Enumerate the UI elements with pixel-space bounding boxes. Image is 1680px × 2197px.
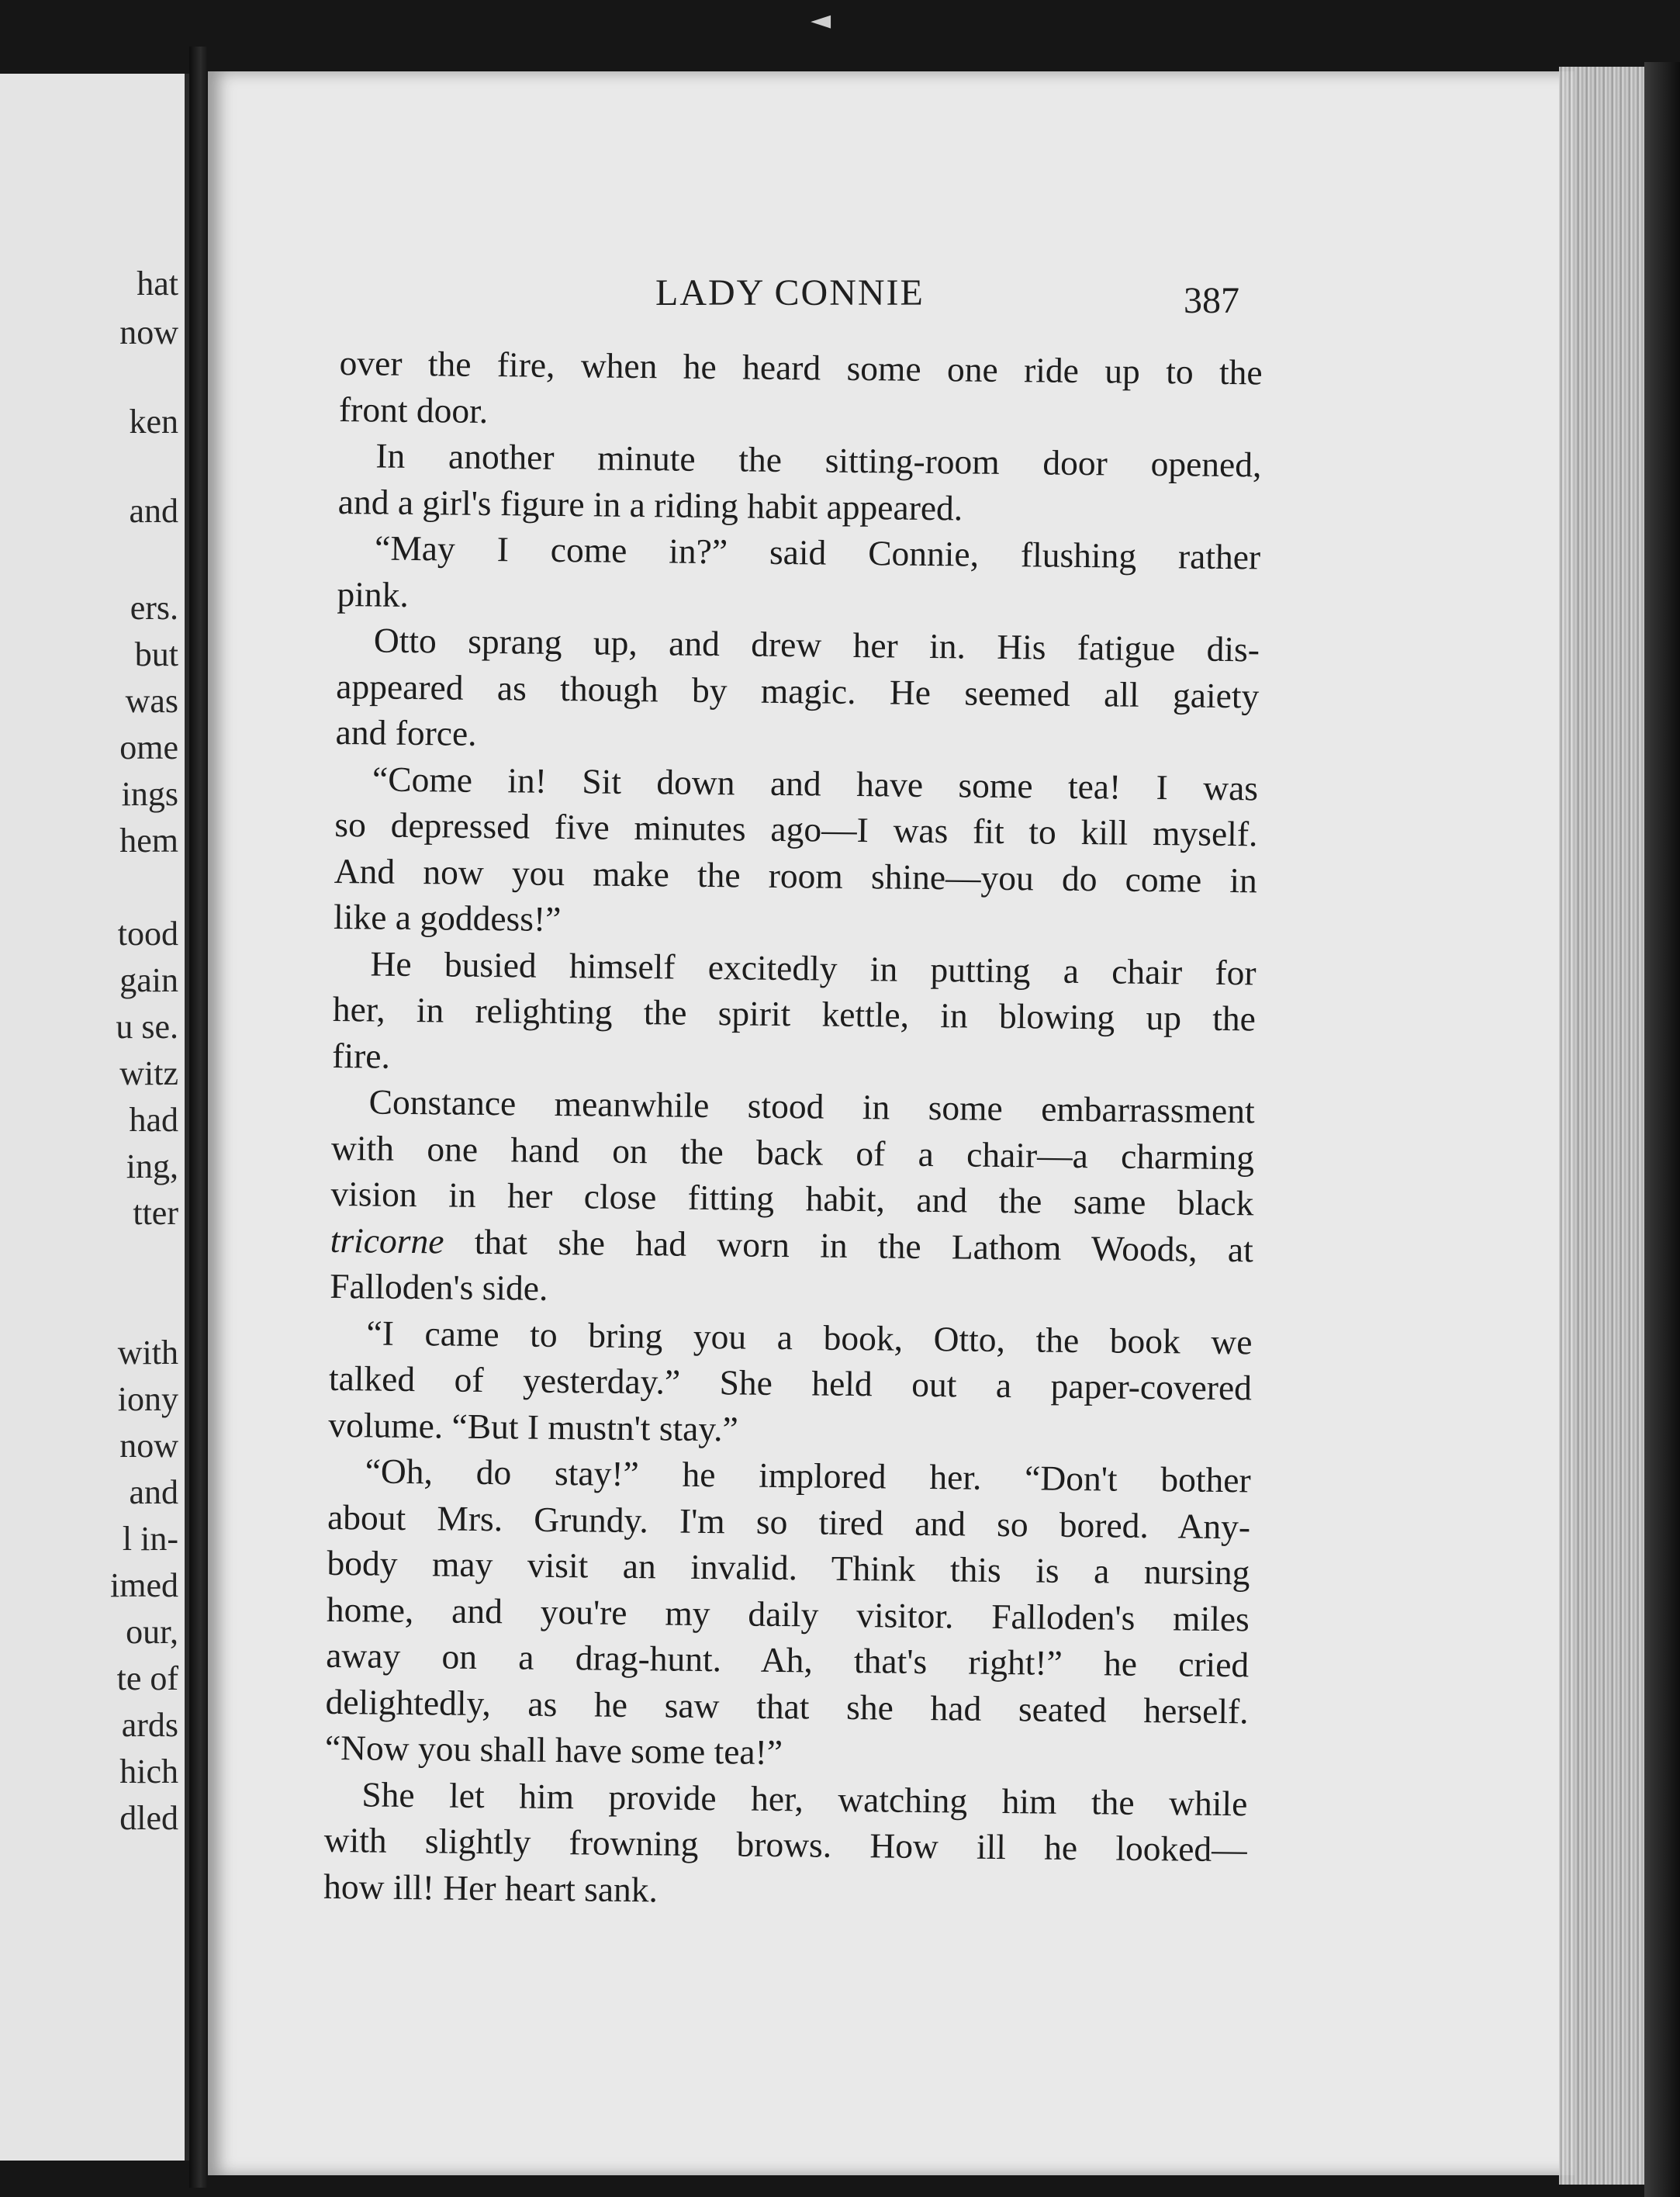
- text-line: talked of yesterday.” She held out a paper-covered: [328, 1358, 1253, 1408]
- text-line: with slightly frowning brows. How ill he looked—: [323, 1819, 1247, 1870]
- running-head: LADY CONNIE: [655, 272, 925, 313]
- left-page-line-fragment: ings: [121, 775, 178, 813]
- left-page-line-fragment: and: [129, 492, 178, 530]
- left-page-line-fragment: our,: [126, 1613, 178, 1651]
- text-line: like a goddess!”: [333, 896, 562, 939]
- left-page-line-fragment: tter: [133, 1194, 178, 1232]
- text-line: “Now you shall have some tea!”: [324, 1727, 783, 1773]
- left-page-line-fragment: dled: [119, 1799, 178, 1837]
- page-number: 387: [1184, 280, 1239, 321]
- left-page-line-fragment: u se.: [116, 1008, 178, 1046]
- left-page-line-fragment: now: [119, 313, 178, 351]
- left-page-line-fragment: hem: [119, 822, 178, 860]
- text-line: her, in relighting the spirit kettle, in blowing up the: [332, 988, 1257, 1039]
- text-line: He busied himself excitedly in putting a chair for: [370, 943, 1257, 992]
- left-page-line-fragment: but: [134, 635, 178, 673]
- book-gutter: [189, 47, 208, 2188]
- italic-word: tricorne: [330, 1220, 444, 1261]
- left-page-line-fragment: imed: [110, 1566, 178, 1604]
- text-line: and a girl's figure in a riding habit appeared.: [337, 481, 963, 528]
- text-line: vision in her close fitting habit, and the same black: [330, 1173, 1254, 1223]
- left-page-line-fragment: witz: [119, 1054, 178, 1092]
- text-line-rest: that she had worn in the Lathom Woods, at: [444, 1220, 1254, 1269]
- text-line: volume. “But I mustn't stay.”: [328, 1404, 739, 1448]
- text-line: Otto sprang up, and drew her in. His fatigue dis-: [373, 620, 1260, 669]
- text-line: “Come in! Sit down and have some tea! I was: [372, 758, 1259, 808]
- text-line: “Oh, do stay!” he implored her. “Don't bother: [365, 1451, 1251, 1500]
- left-page-line-fragment: ards: [121, 1706, 178, 1744]
- text-line: home, and you're my daily visitor. Falloden's miles: [326, 1589, 1250, 1638]
- text-line: She let him provide her, watching him the while: [361, 1773, 1248, 1823]
- scan-mark: ◄: [811, 5, 831, 36]
- left-page-line-fragment: ken: [129, 403, 178, 441]
- text-line: And now you make the room shine—you do come in: [334, 850, 1258, 900]
- text-line: “May I come in?” said Connie, flushing rather: [374, 528, 1261, 577]
- text-line: “I came to bring you a book, Otto, the book we: [366, 1312, 1253, 1361]
- left-page-line-fragment: te of: [116, 1659, 178, 1697]
- text-line: how ill! Her heart sank.: [323, 1866, 659, 1909]
- text-line: away on a drag-hunt. Ah, that's right!” he cried: [325, 1635, 1250, 1685]
- left-page-fragment: [0, 74, 189, 2161]
- text-line: so depressed five minutes ago—I was fit to kill myself.: [334, 804, 1258, 854]
- left-page-line-fragment: hat: [137, 265, 178, 303]
- left-page-line-fragment: ome: [119, 728, 178, 766]
- left-page-line-fragment: had: [129, 1101, 178, 1139]
- page-edge-stack: [1559, 67, 1644, 2185]
- left-page-line-fragment: and: [129, 1473, 178, 1511]
- left-page-line-fragment: with: [117, 1334, 178, 1372]
- text-line: fire.: [332, 1035, 391, 1076]
- text-line: delightedly, as he saw that she had seated herself.: [325, 1681, 1249, 1731]
- left-page-line-fragment: hich: [119, 1752, 178, 1790]
- text-line: with one hand on the back of a chair—a charming: [330, 1127, 1255, 1177]
- left-page-line-fragment: ers.: [130, 589, 178, 627]
- left-page-line-fragment: iony: [117, 1380, 178, 1418]
- text-line: pink.: [337, 573, 410, 614]
- book-cover-edge: [1644, 62, 1680, 2197]
- left-page-line-fragment: was: [125, 682, 178, 720]
- text-line: Falloden's side.: [329, 1265, 548, 1308]
- text-line: and force.: [335, 711, 477, 753]
- left-page-line-fragment: ing,: [126, 1147, 178, 1185]
- body-text: [323, 340, 1263, 1918]
- text-line: body may visit an invalid. Think this is a nursing: [327, 1542, 1250, 1593]
- left-page-line-fragment: now: [119, 1427, 178, 1465]
- left-page-line-fragment: gain: [119, 961, 178, 999]
- left-page-line-fragment: tood: [117, 915, 178, 953]
- text-line: appeared as though by magic. He seemed all gaiety: [336, 666, 1260, 715]
- text-line: front door.: [338, 389, 489, 431]
- text-line: about Mrs. Grundy. I'm so tired and so bored. Any-: [327, 1496, 1251, 1546]
- left-page-line-fragment: l in-: [122, 1520, 178, 1558]
- text-line: Constance meanwhile stood in some embarrassment: [368, 1081, 1255, 1131]
- text-line: In another minute the sitting-room door opened,: [375, 435, 1262, 485]
- text-line: over the fire, when he heard some one ride up to the: [339, 342, 1263, 393]
